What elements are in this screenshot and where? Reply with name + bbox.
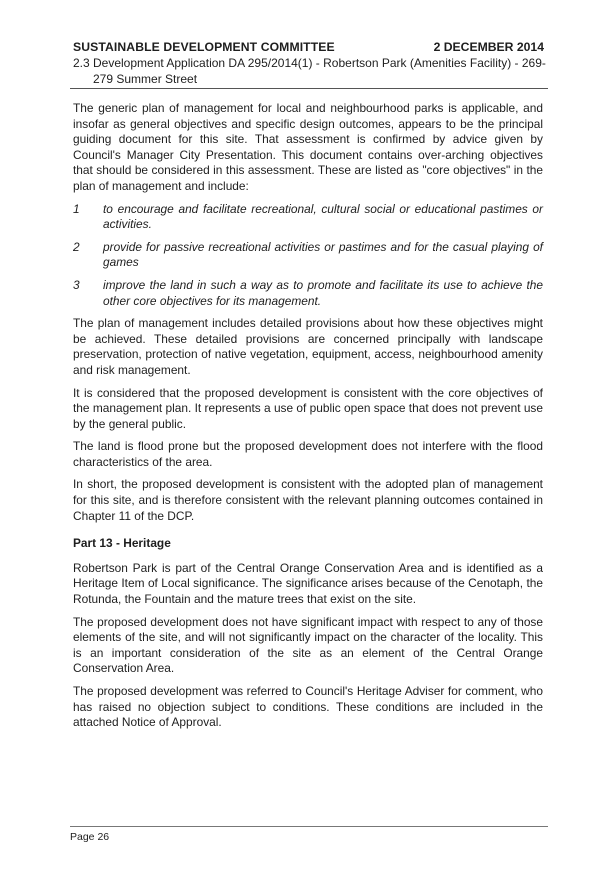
agenda-item-header — [73, 56, 548, 87]
item-number: 2.3 — [73, 56, 90, 70]
paragraph: The plan of management includes detailed provisions about how these objectives might be achieved. These detailed provisions are concerned principally with landscape preservation, protection of native vegetation, equipment, access, neighbourhood amenity and risk management. — [73, 316, 543, 377]
objective-number: 2 — [73, 239, 80, 254]
committee-title: SUSTAINABLE DEVELOPMENT COMMITTEE — [73, 40, 335, 54]
intro-paragraph: The generic plan of management for local and neighbourhood parks is applicable, and insofar as general objectives and specific design outcomes, appears to be the principal guiding document for this site. That assessment is confirmed by advice given by Council's Manager City Presentation. This document contains over-arching objectives that should be considered in this assessment. These are listed as "core objectives" in the plan of management and include: — [73, 101, 543, 193]
footer-divider — [70, 826, 548, 827]
page-number: Page 26 — [70, 831, 110, 843]
section-heading: Part 13 - Heritage — [73, 536, 171, 551]
objective-item — [73, 202, 543, 233]
paragraph: The land is flood prone but the proposed development does not interfere with the flood characteristics of the area. — [73, 439, 543, 469]
paragraph: The proposed development was referred to Council's Heritage Adviser for comment, who has raised no objection subject to conditions. These conditions are included in the attached Notice of Approval. — [73, 684, 543, 730]
objective-number: 1 — [73, 201, 80, 216]
meeting-date: 2 DECEMBER 2014 — [433, 40, 544, 54]
objective-text: improve the land in such a way as to promote and facilitate its use to achieve the other core objectives for its management. — [103, 277, 543, 308]
objective-text: provide for passive recreational activities or pastimes and for the casual playing of games — [103, 239, 543, 270]
objective-text: to encourage and facilitate recreational, cultural social or educational pastimes or activities. — [103, 201, 543, 232]
paragraph: The proposed development does not have significant impact with respect to any of those elements of the site, and will not significantly impact on the character of the locality. This is an important consideration of the site as an element of the Central Orange Conservation Area. — [73, 614, 543, 676]
objective-number: 3 — [73, 277, 80, 292]
paragraph: It is considered that the proposed development is consistent with the core objectives of the management plan. It represents a use of public open space that does not prevent use by the general public. — [73, 385, 543, 431]
paragraph: In short, the proposed development is consistent with the adopted plan of management for this site, and is therefore consistent with the relevant planning outcomes contained in Chapter 11 of the DCP. — [73, 477, 543, 523]
objective-item — [73, 240, 543, 271]
document-body — [73, 101, 543, 738]
header-divider — [70, 88, 548, 89]
item-title: Development Application DA 295/2014(1) - Robertson Park (Amenities Facility) - 269-279 Summer Street — [93, 56, 546, 86]
paragraph: Robertson Park is part of the Central Orange Conservation Area and is identified as a Heritage Item of Local significance. The significance arises because of the Cenotaph, the Rotunda, the Fountain and the mature trees that exist on the site. — [73, 560, 543, 607]
objective-item — [73, 278, 543, 309]
